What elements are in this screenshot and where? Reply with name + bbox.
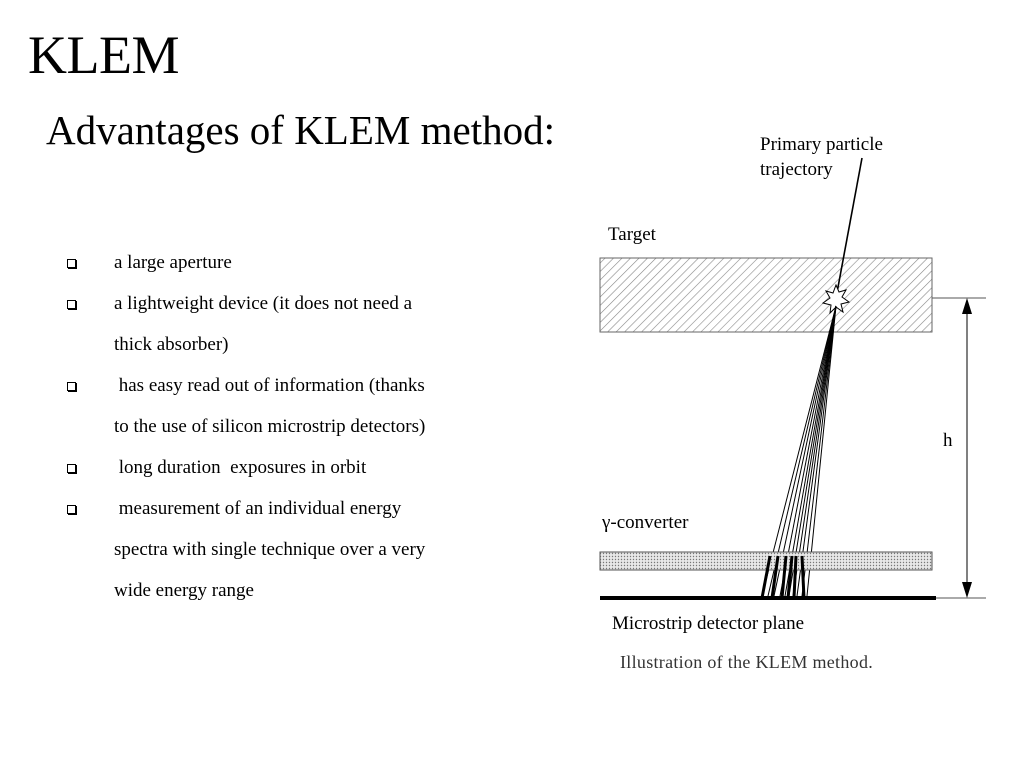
target-slab bbox=[600, 258, 932, 332]
detector-plane-label: Microstrip detector plane bbox=[612, 613, 805, 634]
klem-diagram bbox=[590, 120, 1000, 650]
bullet-item bbox=[0, 365, 520, 447]
detector-plane bbox=[600, 596, 936, 600]
slide-subtitle: Advantages of KLEM method: bbox=[46, 107, 555, 153]
bullet-text: a large aperture bbox=[114, 252, 232, 273]
bullet-item bbox=[0, 488, 520, 611]
bullet-text: to the use of silicon microstrip detectors) bbox=[114, 416, 426, 437]
bullet-item bbox=[0, 283, 520, 365]
bullet-text: thick absorber) bbox=[114, 334, 229, 355]
bullet-text: a lightweight device (it does not need a bbox=[114, 293, 413, 314]
height-label: h bbox=[943, 430, 953, 451]
figure-caption: Illustration of the KLEM method. bbox=[620, 652, 874, 672]
klem-illustration bbox=[590, 120, 1000, 650]
bullet-text: long duration exposures in orbit bbox=[114, 457, 367, 478]
square-bullet-icon bbox=[67, 300, 76, 309]
bullet-text: spectra with single technique over a very bbox=[114, 539, 426, 560]
target-label: Target bbox=[608, 224, 656, 245]
arrow-down-icon bbox=[962, 582, 972, 598]
square-bullet-icon bbox=[67, 505, 76, 514]
slide-title: KLEM bbox=[28, 25, 179, 85]
bullet-text: wide energy range bbox=[114, 580, 254, 601]
bullet-text: has easy read out of information (thanks bbox=[114, 375, 425, 396]
gamma-converter-slab bbox=[600, 552, 932, 570]
primary-trajectory-label: Primary particle bbox=[760, 134, 883, 155]
square-bullet-icon bbox=[67, 259, 76, 268]
square-bullet-icon bbox=[67, 464, 76, 473]
bullet-text: measurement of an individual energy bbox=[114, 498, 402, 519]
primary-trajectory-label-2: trajectory bbox=[760, 159, 833, 180]
advantages-list bbox=[0, 242, 520, 611]
converter-label: γ-converter bbox=[602, 512, 689, 533]
square-bullet-icon bbox=[67, 382, 76, 391]
bullet-item bbox=[0, 447, 520, 488]
bullet-item bbox=[0, 242, 520, 283]
arrow-up-icon bbox=[962, 298, 972, 314]
